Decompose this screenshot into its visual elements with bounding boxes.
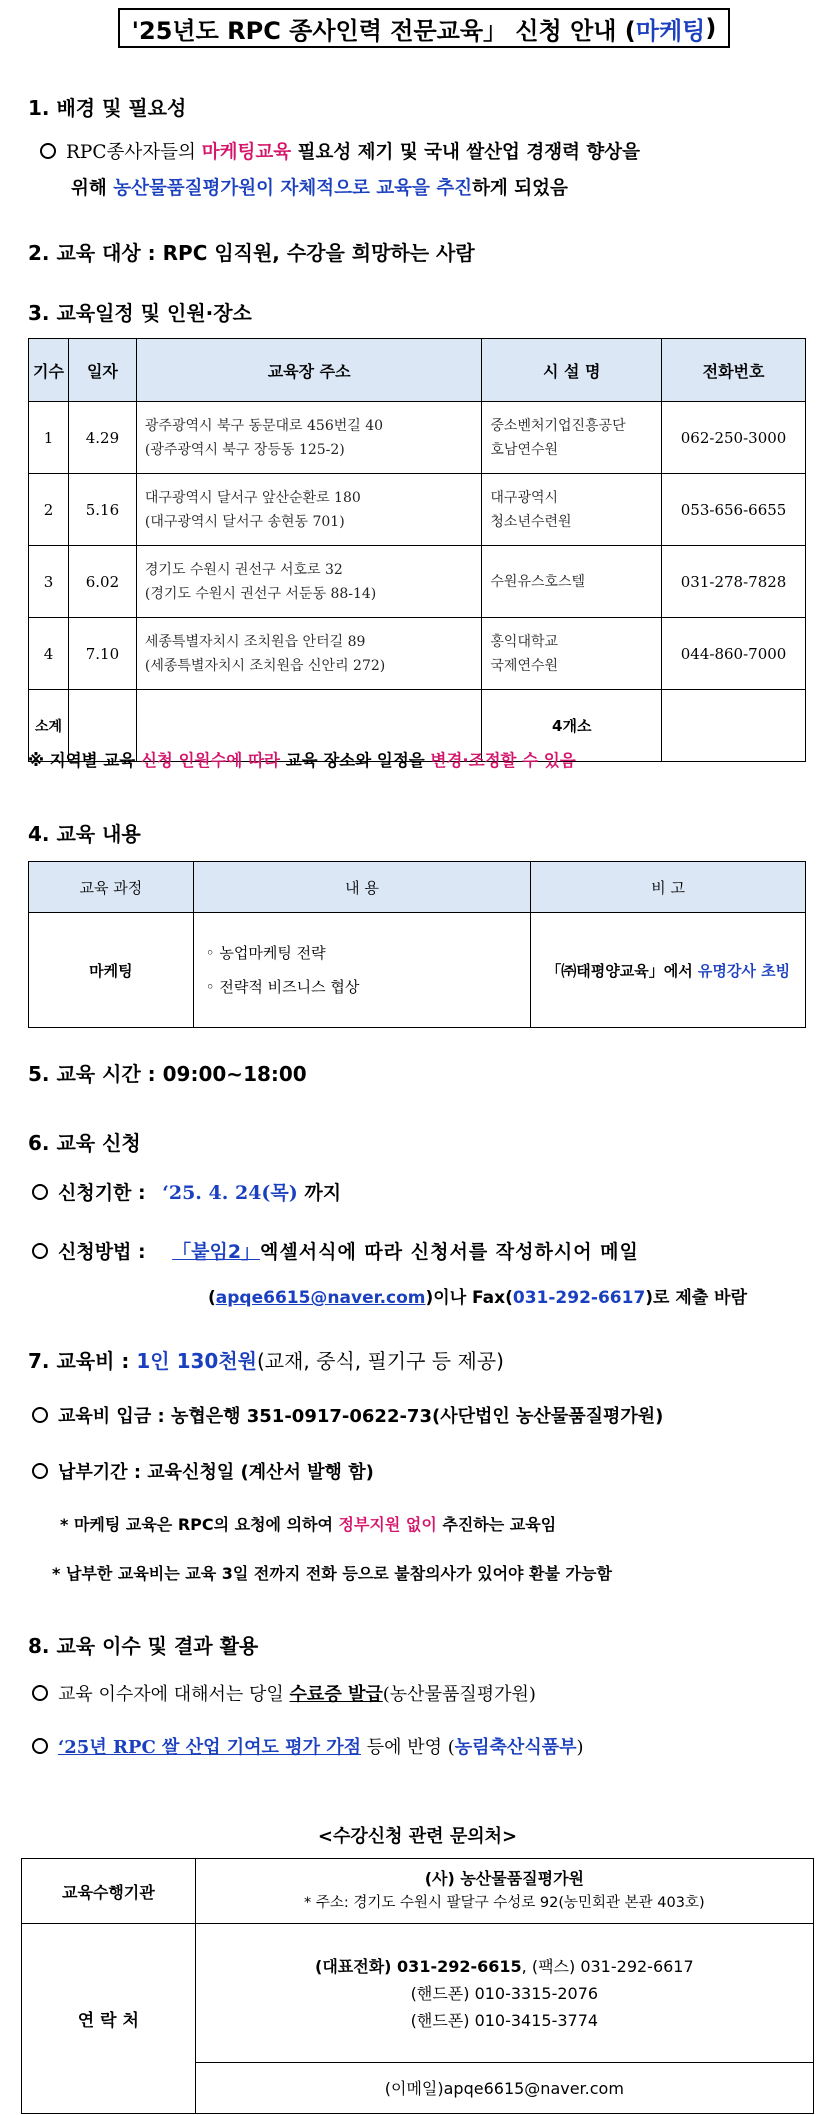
ministry-name: 농림축산식품부 [454, 1737, 577, 1758]
row-facility [482, 546, 662, 618]
bullet-icon [40, 143, 56, 159]
row-facility [482, 402, 662, 474]
note1-text-a: * 마케팅 교육은 RPC의 요청에 의하여 [60, 1515, 339, 1534]
evaluation-text: 등에 반영 ( [361, 1737, 455, 1758]
total-label: 소계 [29, 690, 69, 762]
bullet-icon [32, 1407, 48, 1423]
org-name: (사) 농산물품질평가원 [424, 1869, 585, 1888]
email-line [208, 1283, 747, 1308]
course-content [193, 913, 531, 1028]
email-text: )이나 Fax( [425, 1288, 513, 1308]
section1-line1 [40, 138, 640, 164]
col-date: 일자 [68, 339, 136, 402]
schedule-table [28, 338, 806, 762]
row-address [136, 618, 482, 690]
row-address [136, 474, 482, 546]
cert-text-a: 교육 이수자에 대해서는 당일 [58, 1684, 290, 1705]
evaluation-line [32, 1733, 584, 1759]
address-line1: 세종특별자치시 조치원읍 안터길 89 [144, 633, 366, 650]
org-row [22, 1859, 814, 1924]
course-remark [531, 913, 806, 1028]
table-header-row [29, 339, 806, 402]
facility-line2: 청소년수련원 [490, 513, 572, 530]
content-table [28, 861, 806, 1028]
row-no: 4 [29, 618, 69, 690]
col-course: 교육 과정 [29, 862, 194, 913]
col-remark: 비 고 [531, 862, 806, 913]
contact-label: 연 락 처 [22, 1924, 196, 2114]
section1-line2 [71, 174, 568, 200]
deposit-text: 교육비 입금 : 농협은행 351-0917-0622-73(사단법인 농산물품질평가원) [58, 1406, 664, 1427]
title-suffix: ) [705, 14, 717, 42]
evaluation-close: ) [576, 1737, 584, 1758]
row-phone: 062-250-3000 [662, 402, 806, 474]
address-line2: (경기도 수원시 권선구 서둔동 88-14) [144, 585, 377, 602]
note1-text-c: 추진하는 교육임 [436, 1515, 557, 1534]
deadline-line [32, 1178, 341, 1205]
fee-amount: 1인 130천원 [136, 1349, 257, 1373]
facility-line1: 중소벤처기업진흥공단 [490, 417, 626, 434]
course-name: 마케팅 [29, 913, 194, 1028]
facility-line1: 대구광역시 [490, 489, 559, 506]
row-date: 4.29 [68, 402, 136, 474]
fee-note1 [60, 1512, 556, 1535]
deposit-line [32, 1402, 663, 1428]
col-facility: 시 설 명 [482, 339, 662, 402]
attachment2-link[interactable]: 「붙임2」 [172, 1241, 261, 1263]
table-header-row [29, 862, 806, 913]
method-label: 신청방법 : [58, 1241, 153, 1263]
deadline-value: ‘25. 4. 24(목) [162, 1182, 298, 1204]
contact-phones [196, 1924, 813, 2063]
row-phone: 053-656-6655 [662, 474, 806, 546]
note-text-a: ※ 지역별 교육 [28, 751, 141, 770]
note-highlight-applicants: 신청 인원수에 따라 [140, 751, 280, 770]
bullet-icon [32, 1685, 48, 1701]
bullet-icon [32, 1738, 48, 1754]
address-line2: (세종특별자치시 조치원읍 신안리 272) [144, 657, 386, 674]
remark-text: 「㈜태평양교육」에서 [546, 961, 698, 980]
email-suffix: )로 제출 바람 [645, 1288, 747, 1308]
remark-highlight: 유명강사 초빙 [697, 961, 791, 980]
fee-includes: (교재, 중식, 필기구 등 제공) [256, 1349, 504, 1373]
main-phone: (대표전화) 031-292-6615 [315, 1956, 522, 1976]
section8-heading: 8. 교육 이수 및 결과 활용 [28, 1634, 259, 1658]
row-address [136, 402, 482, 474]
email-link[interactable]: apqe6615@naver.com [215, 1288, 426, 1308]
row-facility [482, 618, 662, 690]
fax-number: 031-292-6617 [512, 1288, 646, 1308]
content-item: ◦ 농업마케팅 전략 [205, 944, 326, 962]
s1-text-l2a: 위해 [71, 178, 114, 199]
deadline-suffix: 까지 [297, 1182, 342, 1204]
contact-table [21, 1858, 814, 2114]
address-line2: (대구광역시 달서구 송현동 701) [144, 513, 345, 530]
bullet-icon [32, 1243, 48, 1259]
col-address: 교육장 주소 [136, 339, 482, 402]
section7-heading [28, 1345, 504, 1374]
fax-phone: , (팩스) 031-292-6617 [521, 1956, 694, 1976]
content-item: ◦ 전략적 비즈니스 협상 [205, 978, 360, 996]
org-label: 교육수행기관 [22, 1859, 196, 1924]
row-no: 3 [29, 546, 69, 618]
section5-heading: 5. 교육 시간 : 09:00∼18:00 [28, 1062, 307, 1086]
schedule-note [28, 747, 576, 771]
s1-highlight-agency: 농산물품질평가원이 자체적으로 교육을 추진 [113, 178, 473, 199]
mobile-phone: (핸드폰) 010-3415-3774 [410, 2010, 599, 2030]
table-row [29, 618, 806, 690]
facility-line2: 호남연수원 [490, 441, 559, 458]
table-row [29, 474, 806, 546]
deadline-label: 신청기한 : [58, 1182, 153, 1204]
section4-heading: 4. 교육 내용 [28, 822, 141, 846]
mobile-phone: (핸드폰) 010-3315-2076 [410, 1983, 599, 2003]
total-value: 4개소 [482, 690, 662, 762]
section6-heading: 6. 교육 신청 [28, 1131, 141, 1155]
section2-heading: 2. 교육 대상 : RPC 임직원, 수강을 희망하는 사람 [28, 241, 475, 265]
cert-text-c: (농산물품질평가원) [382, 1684, 536, 1705]
facility-line1: 홍익대학교 [490, 633, 559, 650]
row-date: 7.10 [68, 618, 136, 690]
contact-row [22, 1924, 814, 2114]
table-row [29, 913, 806, 1028]
address-line1: 대구광역시 달서구 앞산순환로 180 [144, 489, 361, 506]
note-text-c: 교육 장소와 일정을 [280, 751, 431, 770]
row-phone: 044-860-7000 [662, 618, 806, 690]
due-text: 납부기간 : 교육신청일 (계산서 발행 함) [58, 1462, 374, 1483]
org-address: * 주소: 경기도 수원시 팔달구 수성로 92(농민회관 본관 403호) [304, 1895, 705, 1911]
section3-heading: 3. 교육일정 및 인원·장소 [28, 301, 252, 325]
row-facility [482, 474, 662, 546]
cert-highlight: 수료증 발급 [289, 1684, 383, 1705]
bullet-icon [32, 1184, 48, 1200]
row-no: 2 [29, 474, 69, 546]
facility-line2: 국제연수원 [490, 657, 559, 674]
address-line2: (광주광역시 북구 장등동 125-2) [144, 441, 345, 458]
s1-text-c: 필요성 제기 및 국내 쌀산업 경쟁력 향상을 [291, 142, 641, 163]
method-text: 엑셀서식에 따라 신청서를 작성하시어 메일 [260, 1241, 639, 1263]
col-no: 기수 [29, 339, 69, 402]
address-line1: 경기도 수원시 권선구 서호로 32 [144, 561, 343, 578]
s1-highlight-marketing: 마케팅교육 [201, 142, 292, 163]
row-date: 5.16 [68, 474, 136, 546]
method-line [32, 1237, 639, 1264]
evaluation-highlight: ‘25년 RPC 쌀 산업 기여도 평가 가점 [58, 1737, 362, 1758]
col-phone: 전화번호 [662, 339, 806, 402]
facility-line1: 수원유스호스텔 [490, 573, 586, 590]
note-highlight-change: 변경·조정할 수 있음 [430, 751, 576, 770]
contact-email[interactable]: (이메일)apqe6615@naver.com [384, 2078, 624, 2098]
section1-heading: 1. 배경 및 필요성 [28, 96, 187, 120]
row-no: 1 [29, 402, 69, 474]
contact-title: <수강신청 관련 문의처> [317, 1826, 518, 1847]
page-title [118, 8, 730, 48]
s1-text-a: RPC종사자들의 [66, 142, 202, 163]
org-info [195, 1859, 813, 1924]
row-address [136, 546, 482, 618]
row-phone: 031-278-7828 [662, 546, 806, 618]
table-row [29, 402, 806, 474]
fee-heading: 7. 교육비 : [28, 1349, 137, 1373]
address-line1: 광주광역시 북구 동문대로 456번길 40 [144, 417, 384, 434]
fee-note2: * 납부한 교육비는 교육 3일 전까지 전화 등으로 불참의사가 있어야 환불 가능함 [52, 1564, 612, 1583]
due-line [32, 1458, 374, 1484]
title-highlight: 마케팅 [635, 16, 706, 45]
certificate-line [32, 1680, 536, 1706]
note1-highlight: 정부지원 없이 [338, 1515, 437, 1534]
col-content: 내 용 [193, 862, 531, 913]
bullet-icon [32, 1463, 48, 1479]
row-date: 6.02 [68, 546, 136, 618]
s1-text-l2c: 하게 되었음 [472, 178, 568, 199]
empty-cell [662, 690, 806, 762]
email-paren: ( [208, 1288, 216, 1308]
table-row [29, 546, 806, 618]
title-prefix: '25년도 RPC 종사인력 전문교육」 신청 안내 ( [131, 16, 636, 45]
contact-info [195, 1924, 813, 2114]
